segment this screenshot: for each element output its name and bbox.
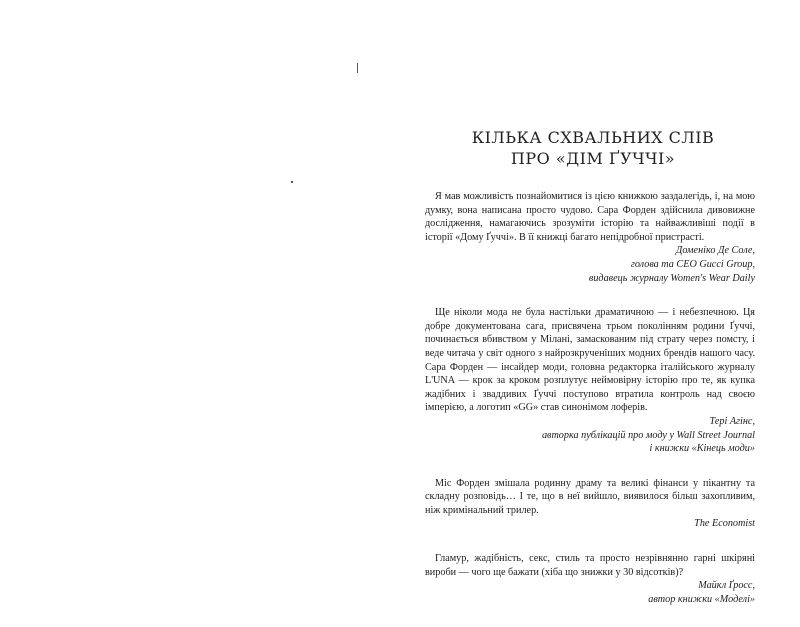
quote-attribution [425,415,755,456]
attribution-line: голова та CEO Gucci Group, [630,258,755,270]
title-line-2: ПРО «ДІМ ҐУЧЧІ» [510,149,676,168]
attribution-line: авторка публікацій про моду у Wall Street Journal [541,429,755,441]
praise-list [425,190,755,627]
praise-quote-3 [425,477,755,531]
quote-attribution [425,244,755,285]
praise-quote-1 [425,190,755,285]
quote-attribution [425,579,755,606]
praise-quote-4 [425,552,755,606]
print-mark [357,63,358,73]
attribution-line: видавець журналу Women's Wear Daily [588,272,755,284]
left-page [0,0,400,570]
title-line-1: КІЛЬКА СХВАЛЬНИХ СЛІВ [471,128,715,147]
attribution-line: Тері Агінс, [709,415,755,427]
quote-text: Гламур, жадібність, секс, стиль та просто незрівнянно гарні шкіряні вироби — чого ще бажати (хіба що знижки у 30 відсотків)? [425,553,755,578]
attribution-line: автор книжки «Моделі» [648,593,755,605]
praise-quote-2 [425,306,755,456]
quote-text: Ще ніколи мода не була настільки драматичною — і небезпечною. Ця добре документована сага, присвячена трьом поколінням родини Ґуччі, починається вбивством у Мілані, замаскованим під страту через помсту, і веде читача у світ одного з найрозкрученіших модних брендів нашого часу. Сара Форден — інсайдер моди, головна редакторка італійського журналу L'UNA — крок за кроком розплутує неймовірну історію про те, як купка жадібних і зваддивих Ґуччі поступово втратила контроль над своєю імперією, а логотип «GG» став синонімом лоферів. [425,307,755,414]
quote-attribution [425,517,755,531]
quote-text: Міс Форден змішала родинну драму та великі фінанси у пікантну та складну розповідь… І те, що в неї вийшло, виявилося більш захопливим, ніж кримінальний трилер. [425,477,755,516]
attribution-line: і книжки «Кінець моди» [649,443,755,455]
quote-text: Я мав можливість познайомитися із цією книжкою заздалегідь, і, на мою думку, вона написана просто чудово. Сара Форден здійснила дивовижне дослідження, намагаючись зрозуміти історію та найважливіші події в історії «Дому Ґуччі». В її книжці багато непідробної пристрасті. [425,191,755,243]
print-dot [291,181,293,183]
attribution-line: Майкл Ґросс, [698,580,755,592]
attribution-line: The Economist [694,518,755,530]
right-page [400,0,800,605]
page-title [460,127,726,169]
attribution-line: Доменіко Де Соле, [675,245,755,257]
